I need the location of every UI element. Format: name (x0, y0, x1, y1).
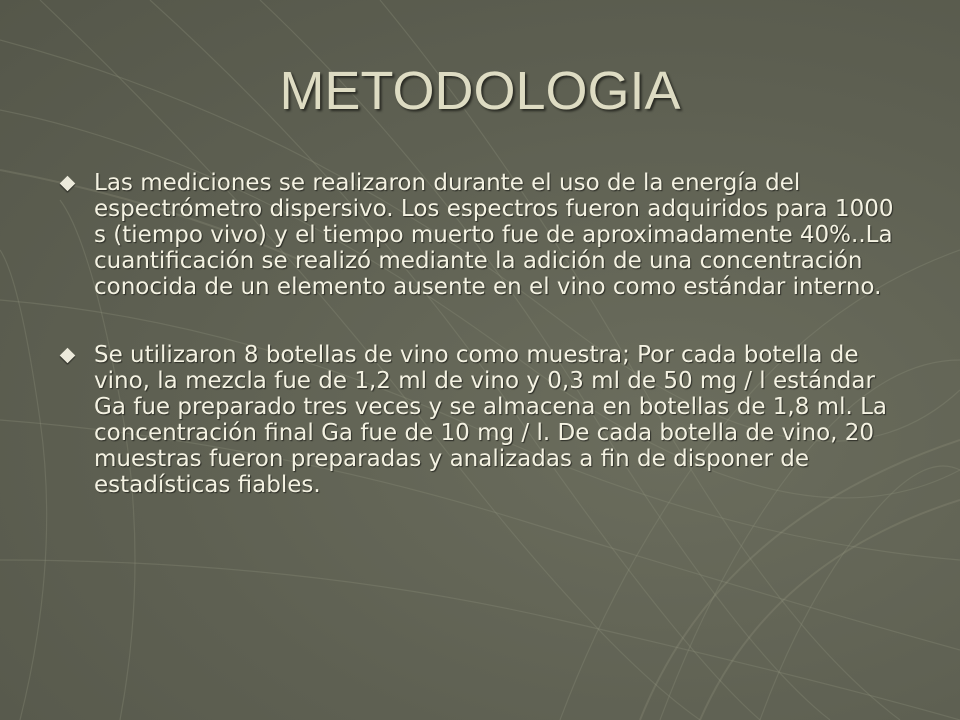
bullet-text-2: Se utilizaron 8 botellas de vino como muestra; Por cada botella de vino, la mezcla fue de 1,2 ml de vino y 0,3 ml de 50 mg / l estándar Ga fue preparado tres veces y se almacena en botellas de 1,8 ml. La concentración final Ga fue de 10 mg / l. De cada botella de vino, 20 muestras fueron preparadas y analizadas a fin de disponer de estadísticas fiables. (94, 342, 888, 498)
diamond-bullet-icon (60, 176, 76, 192)
bullet-text-1: Las mediciones se realizaron durante el uso de la energía del espectrómetro dispersivo. Los espectros fueron adquiridos para 1000 s (tiempo vivo) y el tiempo muerto fue de aproximadamente 40%..La cuantificación se realizó mediante la adición de una concentración conocida de un elemento ausente en el vino como estándar interno. (94, 170, 894, 300)
diamond-bullet-icon (60, 348, 76, 364)
bullet-item-2 (58, 342, 908, 498)
bullet-list (58, 170, 908, 540)
slide-title: METODOLOGIA (279, 61, 681, 121)
bullet-item-1 (58, 170, 908, 300)
